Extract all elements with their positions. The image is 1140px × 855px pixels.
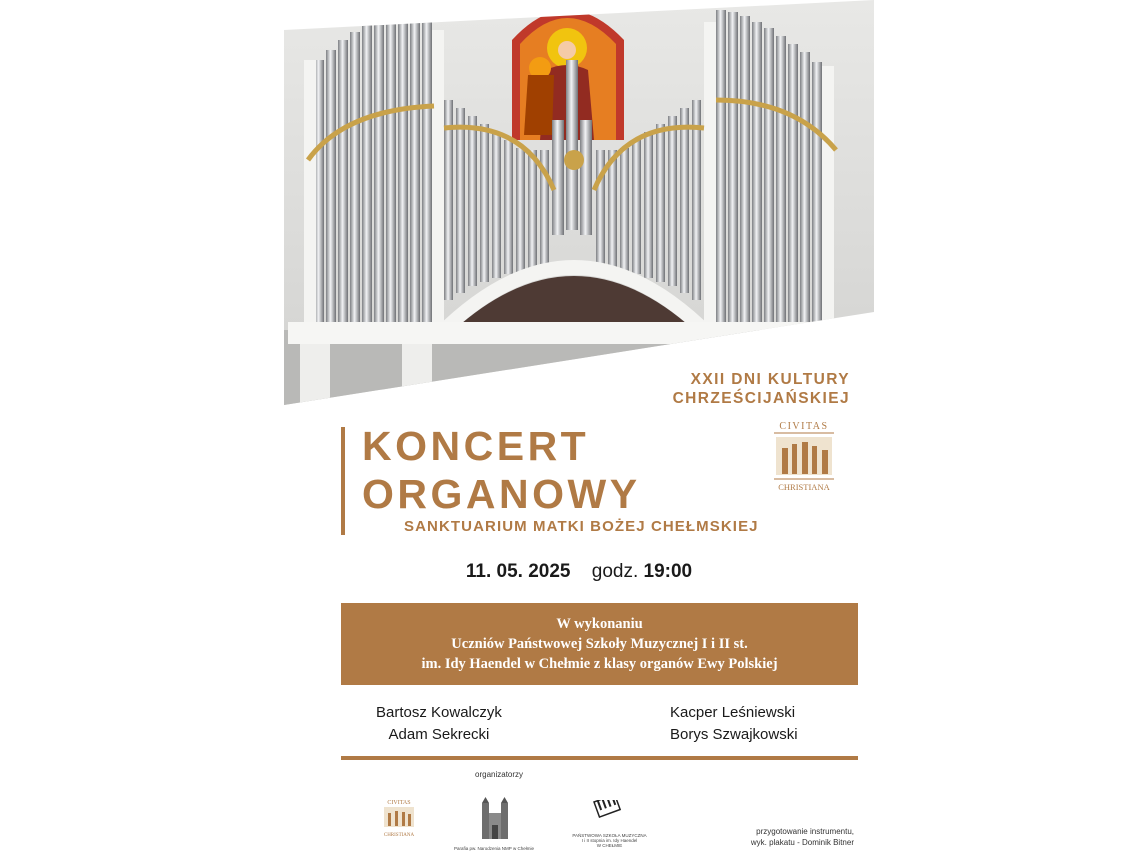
performers-band xyxy=(341,603,858,685)
school-caption-line2: I i II stopnia im. Idy Haendel xyxy=(581,838,638,843)
students-left-column xyxy=(376,702,502,746)
school-caption-line1: PAŃSTWOWA SZKOŁA MUZYCZNA xyxy=(572,833,647,838)
credits-line2: wyk. plakatu - Dominik Bitner xyxy=(750,838,854,847)
festival-name xyxy=(673,370,850,408)
svg-text:CIVITAS: CIVITAS xyxy=(387,800,411,806)
organizers-label: organizatorzy xyxy=(475,770,524,779)
section-divider xyxy=(341,756,858,760)
credits-line1: przygotowanie instrumentu, xyxy=(756,827,854,836)
svg-text:CIVITAS: CIVITAS xyxy=(779,421,829,432)
parish-caption: Parafia pw. Narodzenia NMP w Chełmie xyxy=(454,846,534,851)
school-caption-line3: W CHEŁMIE xyxy=(596,843,623,848)
organ-photo xyxy=(284,0,874,405)
student-name: Borys Szwajkowski xyxy=(670,726,798,743)
venue-name: SANKTUARIUM MATKI BOŻEJ CHEŁMSKIEJ xyxy=(404,518,759,535)
festival-line1: XXII DNI KULTURY xyxy=(690,371,850,388)
performers-line2: Uczniów Państwowej Szkoły Muzycznej I i II st. xyxy=(451,636,748,652)
svg-text:CHRISTIANA: CHRISTIANA xyxy=(778,482,830,492)
students-right-column xyxy=(670,702,798,746)
date-time xyxy=(284,561,874,583)
concert-date: 11. 05. 2025 xyxy=(465,561,571,582)
performers-line3: im. Idy Haendel w Chełmie z klasy organów Ewy Polskiej xyxy=(421,656,778,672)
festival-line2: CHRZEŚCIJAŃSKIEJ xyxy=(672,390,850,407)
organizer-civitas-logo xyxy=(379,797,419,839)
organizer-music-school-logo xyxy=(562,800,657,848)
civitas-christiana-logo xyxy=(768,418,840,496)
title-accent-bar xyxy=(341,427,345,535)
concert-poster xyxy=(284,0,874,855)
student-name: Bartosz Kowalczyk xyxy=(376,704,502,721)
student-name: Adam Sekrecki xyxy=(388,726,490,743)
student-name: Kacper Leśniewski xyxy=(670,704,796,721)
title-line2: ORGANOWY xyxy=(362,471,641,517)
credits xyxy=(724,826,854,848)
organizer-parish-logo xyxy=(454,797,534,849)
svg-text:CHRISTIANA: CHRISTIANA xyxy=(383,833,415,838)
concert-title xyxy=(362,422,641,518)
time-label: godz. xyxy=(591,561,639,582)
title-line1: KONCERT xyxy=(362,423,590,469)
performers-line1: W wykonaniu xyxy=(556,616,643,632)
concert-time: 19:00 xyxy=(643,561,693,582)
